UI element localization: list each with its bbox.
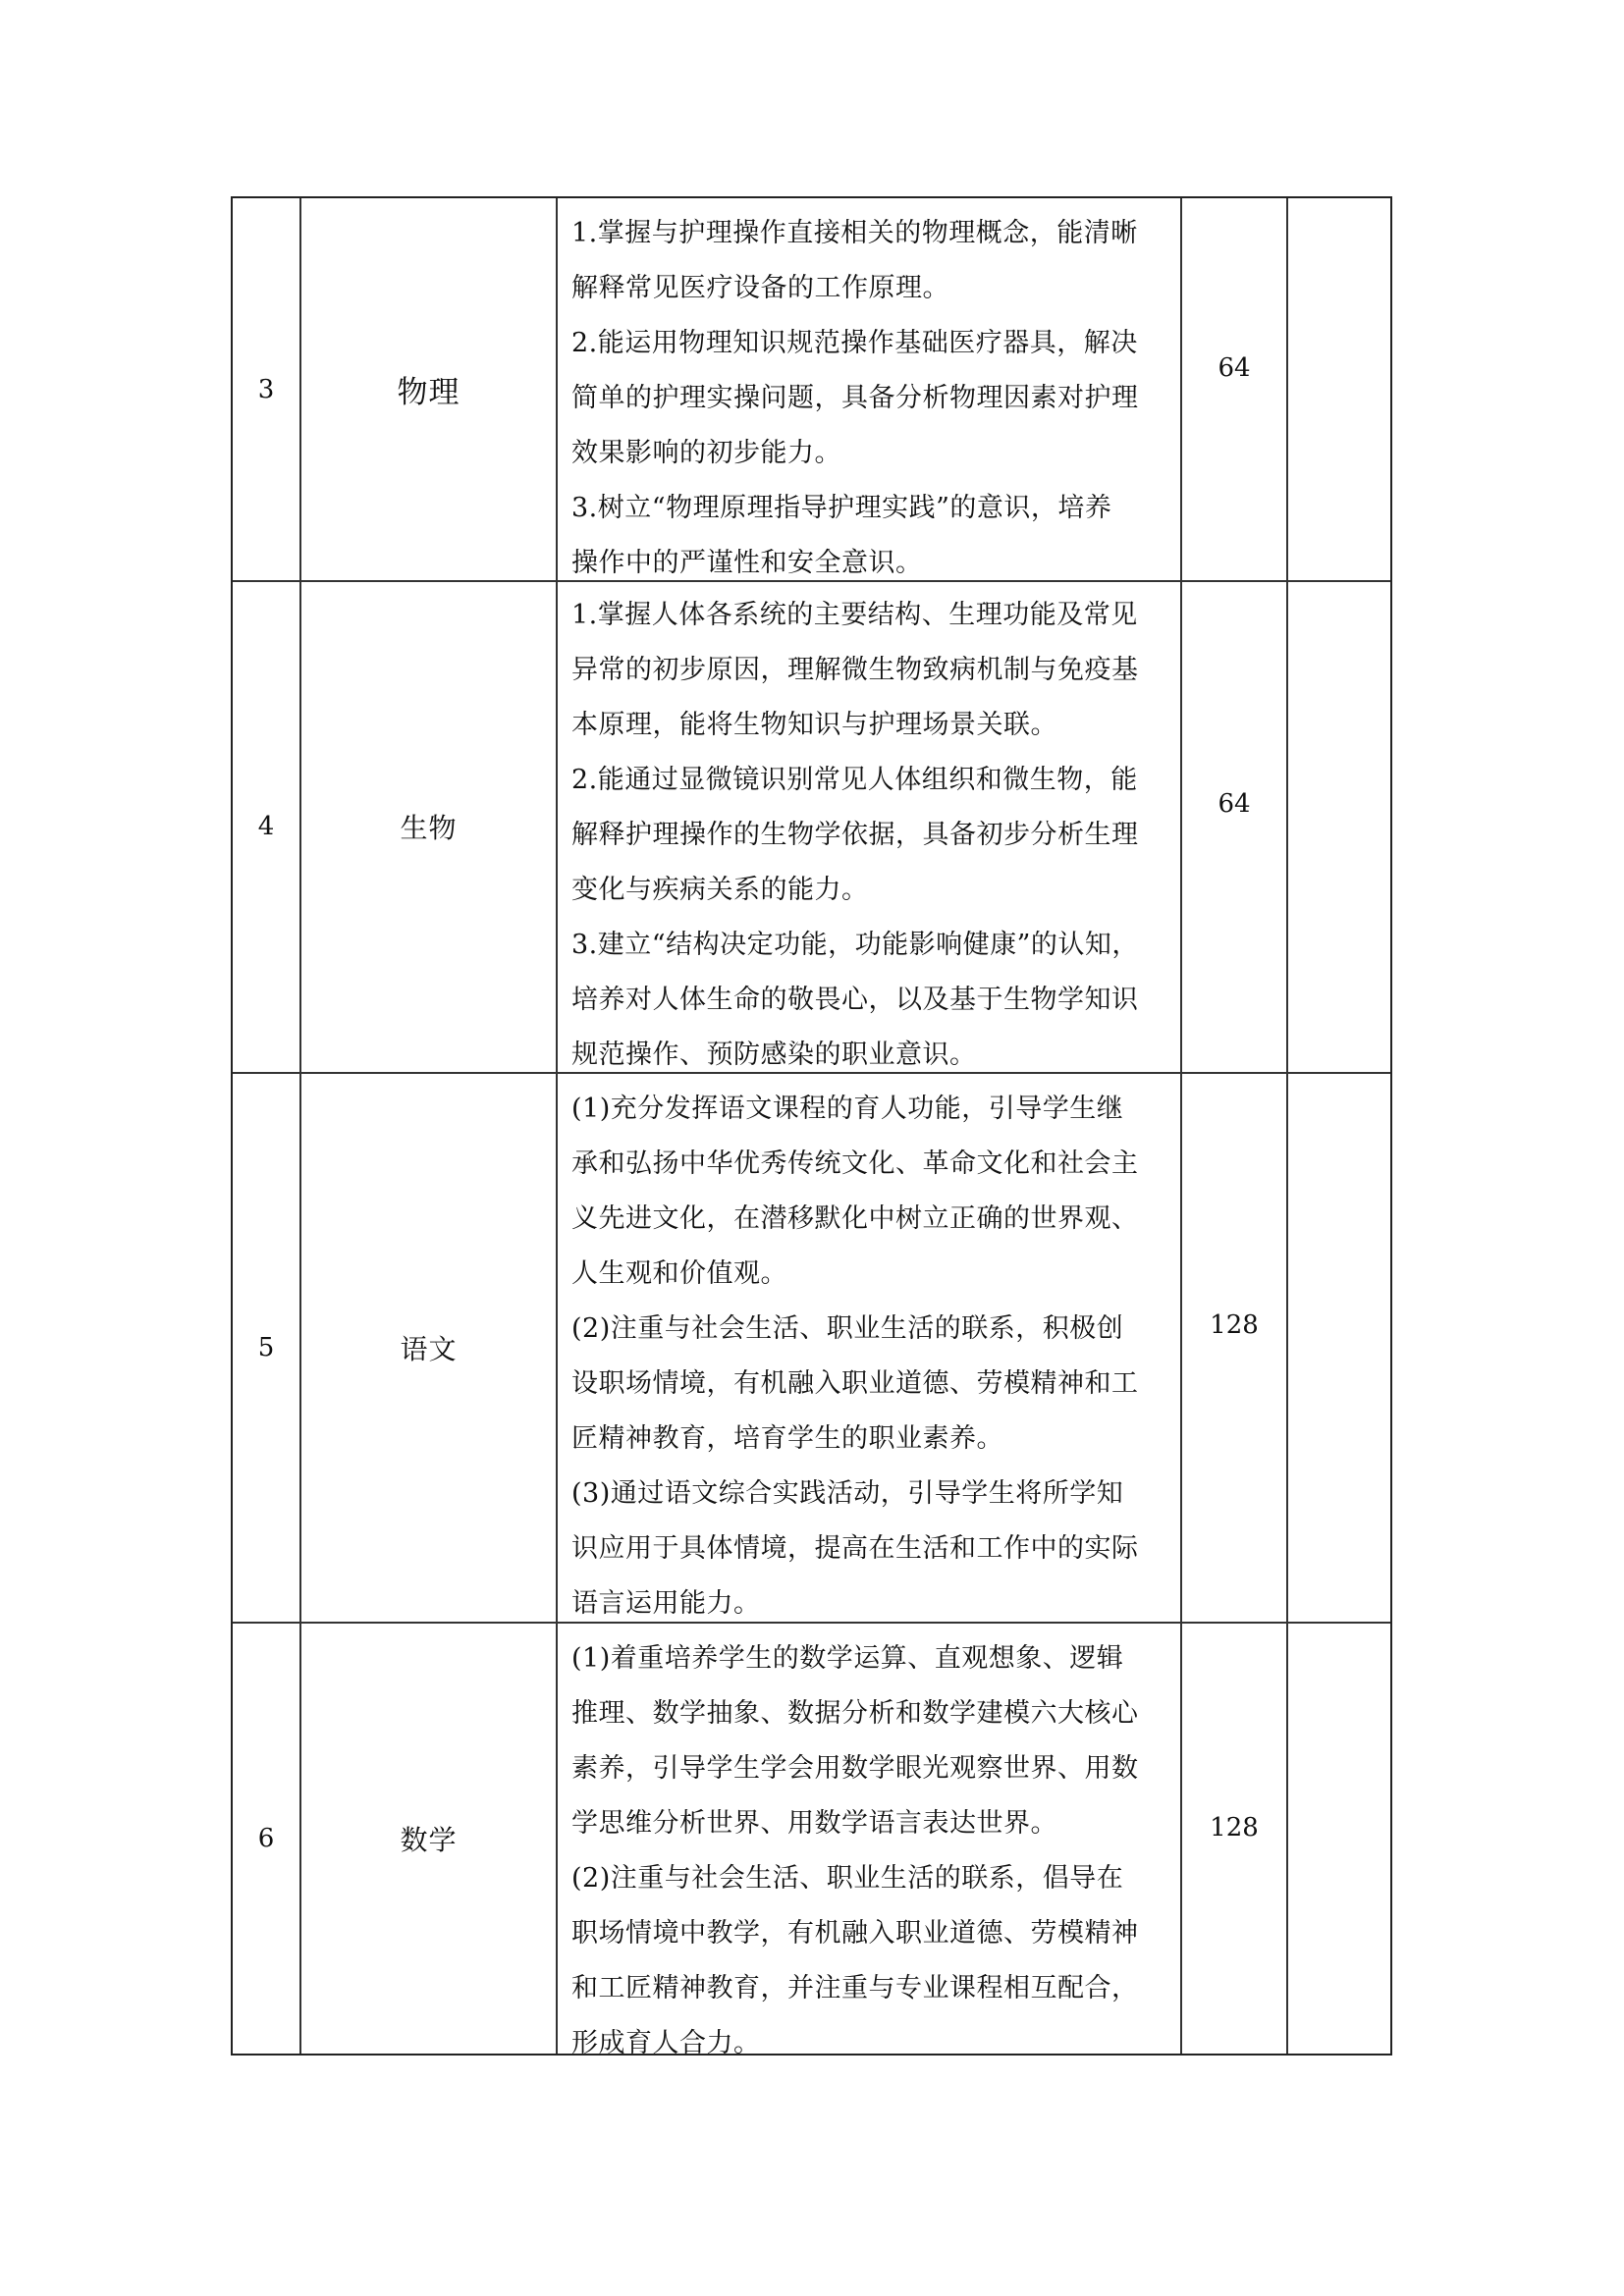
hours-cell bbox=[1182, 580, 1288, 1072]
objective-line: (1)充分发挥语文课程的育人功能，引导学生继 bbox=[571, 1094, 1124, 1124]
remarks-cell bbox=[1288, 1624, 1392, 2054]
course-objectives-cell bbox=[558, 1624, 1182, 2058]
objective-line: 设职场情境，有机融入职业道德、劳模精神和工 bbox=[571, 1368, 1139, 1399]
table-row bbox=[233, 580, 1390, 1074]
course-objectives bbox=[571, 588, 1170, 1083]
objective-line: 推理、数学抽象、数据分析和数学建模六大核心 bbox=[571, 1698, 1139, 1729]
objective-line: 操作中的严谨性和安全意识。 bbox=[571, 548, 923, 578]
remarks-cell bbox=[1288, 580, 1392, 1072]
objective-line: 3.树立“物理原理指导护理实践”的意识，培养 bbox=[571, 493, 1112, 523]
objective-line: 本原理，能将生物知识与护理场景关联。 bbox=[571, 710, 1057, 740]
row-number-cell bbox=[233, 1074, 301, 1622]
course-name: 生物 bbox=[400, 811, 458, 844]
course-hours: 128 bbox=[1210, 1813, 1259, 1842]
objective-line: (2)注重与社会生活、职业生活的联系，倡导在 bbox=[571, 1863, 1124, 1894]
curriculum-table bbox=[231, 196, 1392, 2056]
remarks-cell bbox=[1288, 1074, 1392, 1622]
table-row bbox=[233, 1624, 1390, 2058]
objective-line: 学思维分析世界、用数学语言表达世界。 bbox=[571, 1808, 1057, 1839]
course-name-cell bbox=[301, 580, 558, 1072]
objective-line: 义先进文化，在潜移默化中树立正确的世界观、 bbox=[571, 1203, 1139, 1234]
course-hours: 128 bbox=[1210, 1310, 1259, 1340]
course-name-cell bbox=[301, 1074, 558, 1622]
objective-line: 1.掌握与护理操作直接相关的物理概念，能清晰 bbox=[571, 218, 1138, 248]
objective-line: 简单的护理实操问题，具备分析物理因素对护理 bbox=[571, 383, 1139, 413]
course-name: 物理 bbox=[397, 375, 460, 410]
course-objectives bbox=[571, 1082, 1170, 1631]
objective-line: 2.能通过显微镜识别常见人体组织和微生物，能 bbox=[571, 765, 1138, 795]
hours-cell bbox=[1182, 198, 1288, 580]
objective-line: 1.掌握人体各系统的主要结构、生理功能及常见 bbox=[571, 600, 1138, 630]
course-name-cell bbox=[301, 198, 558, 580]
course-objectives-cell bbox=[558, 580, 1182, 1072]
objective-line: 3.建立“结构决定功能，功能影响健康”的认知， bbox=[571, 930, 1139, 960]
course-hours: 64 bbox=[1218, 789, 1251, 819]
objective-line: (3)通过语文综合实践活动，引导学生将所学知 bbox=[571, 1478, 1124, 1509]
course-objectives bbox=[571, 206, 1170, 591]
objective-line: 解释常见医疗设备的工作原理。 bbox=[571, 273, 949, 303]
objective-line: 职场情境中教学，有机融入职业道德、劳模精神 bbox=[571, 1918, 1139, 1949]
row-number: 6 bbox=[257, 1824, 275, 1853]
row-number: 5 bbox=[257, 1333, 275, 1362]
objective-line: (2)注重与社会生活、职业生活的联系，积极创 bbox=[571, 1313, 1124, 1344]
hours-cell bbox=[1182, 1074, 1288, 1622]
objective-line: 2.能运用物理知识规范操作基础医疗器具，解决 bbox=[571, 328, 1138, 358]
objective-line: 和工匠精神教育，并注重与专业课程相互配合， bbox=[571, 1973, 1139, 2003]
objective-line: 规范操作、预防感染的职业意识。 bbox=[571, 1040, 977, 1070]
row-number-cell bbox=[233, 1624, 301, 2054]
objective-line: 变化与疾病关系的能力。 bbox=[571, 875, 869, 905]
row-number: 4 bbox=[257, 811, 275, 841]
table-row bbox=[233, 198, 1390, 582]
objective-line: (1)着重培养学生的数学运算、直观想象、逻辑 bbox=[571, 1643, 1124, 1674]
course-objectives bbox=[571, 1631, 1170, 2071]
objective-line: 人生观和价值观。 bbox=[571, 1258, 787, 1289]
objective-line: 匠精神教育，培育学生的职业素养。 bbox=[571, 1423, 1003, 1454]
objective-line: 效果影响的初步能力。 bbox=[571, 438, 841, 468]
objective-line: 形成育人合力。 bbox=[571, 2028, 761, 2058]
row-number: 3 bbox=[257, 374, 275, 404]
table-row bbox=[233, 1074, 1390, 1624]
objective-line: 异常的初步原因，理解微生物致病机制与免疫基 bbox=[571, 655, 1139, 685]
course-name: 数学 bbox=[400, 1824, 458, 1856]
objective-line: 培养对人体生命的敬畏心，以及基于生物学知识 bbox=[571, 985, 1139, 1015]
objective-line: 语言运用能力。 bbox=[571, 1588, 761, 1619]
row-number-cell bbox=[233, 198, 301, 580]
objective-line: 识应用于具体情境，提高在生活和工作中的实际 bbox=[571, 1533, 1139, 1564]
objective-line: 承和弘扬中华优秀传统文化、革命文化和社会主 bbox=[571, 1148, 1139, 1179]
objective-line: 素养，引导学生学会用数学眼光观察世界、用数 bbox=[571, 1753, 1139, 1784]
remarks-cell bbox=[1288, 198, 1392, 580]
course-objectives-cell bbox=[558, 198, 1182, 580]
course-objectives-cell bbox=[558, 1074, 1182, 1622]
course-hours: 64 bbox=[1218, 353, 1251, 383]
row-number-cell bbox=[233, 580, 301, 1072]
course-name-cell bbox=[301, 1624, 558, 2054]
objective-line: 解释护理操作的生物学依据，具备初步分析生理 bbox=[571, 820, 1139, 850]
hours-cell bbox=[1182, 1624, 1288, 2054]
course-name: 语文 bbox=[400, 1333, 458, 1365]
